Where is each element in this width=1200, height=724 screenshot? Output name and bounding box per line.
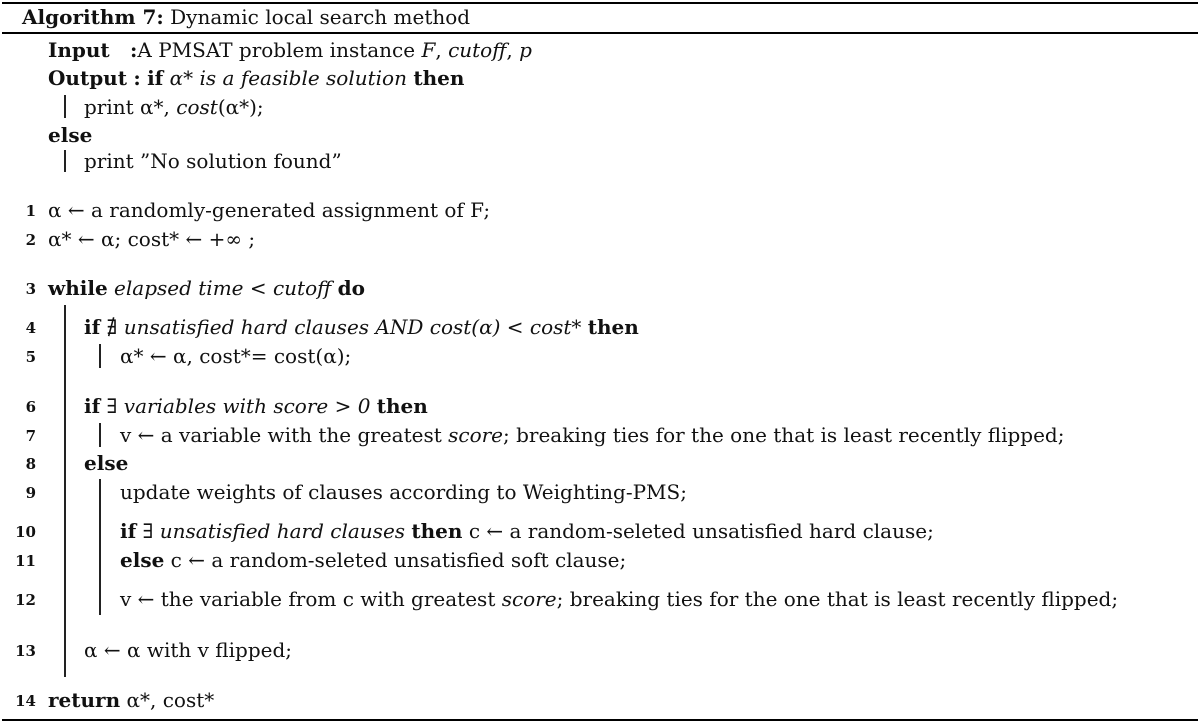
input-cutoff: cutoff — [448, 38, 507, 62]
input-F: F — [421, 38, 436, 62]
input-comma-1: , — [435, 38, 449, 62]
step-10-post: c ← a random-seleted unsatisfied hard clause; — [468, 519, 934, 543]
caption-rule — [2, 32, 1198, 34]
if-condition-4: ∄ unsatisfied hard clauses AND cost(α) < cost* — [106, 315, 582, 339]
input-p: p — [519, 38, 532, 62]
line-number-3: 3 — [25, 280, 36, 298]
output-else-keyword: else — [48, 123, 93, 147]
if-keyword-6: if — [84, 394, 101, 418]
input-label: Input — [48, 38, 110, 62]
then-keyword-6: then — [376, 394, 428, 418]
step-11 — [120, 548, 626, 572]
algorithm-caption — [22, 5, 470, 29]
line-number-1: 1 — [25, 202, 36, 220]
step-11-post: c ← a random-seleted unsatisfied soft clause; — [170, 548, 627, 572]
else-8-body-bar — [99, 479, 101, 615]
line-number-2: 2 — [25, 231, 36, 249]
line-number-14: 14 — [15, 692, 36, 710]
output-label: Output — [48, 66, 127, 90]
print-solution-text: print α*, — [84, 95, 177, 119]
line-number-10: 10 — [15, 523, 36, 541]
then-keyword-10: then — [411, 519, 463, 543]
step-2-text: α* ← α; cost* ← +∞ ; — [48, 227, 256, 251]
output-if-keyword: if — [147, 66, 164, 90]
step-12-score: score — [501, 587, 557, 611]
step-7-pre: v ← a variable with the greatest — [120, 423, 449, 447]
input-text: A PMSAT problem instance — [137, 38, 422, 62]
step-7-score: score — [448, 423, 504, 447]
print-solution-line — [84, 95, 264, 119]
if-6-body-bar — [99, 423, 101, 447]
step-8 — [84, 451, 128, 475]
line-number-8: 8 — [25, 455, 36, 473]
input-line — [48, 38, 532, 62]
input-comma-2: , — [506, 38, 520, 62]
print-args: (α*); — [217, 95, 264, 119]
step-9 — [120, 480, 687, 504]
step-1-text: α ← a randomly-generated assignment of F; — [48, 198, 491, 222]
step-12 — [120, 587, 1118, 611]
step-12-pre: v ← the variable from c with greatest — [120, 587, 502, 611]
line-number-4: 4 — [25, 319, 36, 337]
algorithm-label: Algorithm 7: — [22, 5, 164, 29]
line-number-12: 12 — [15, 591, 36, 609]
line-number-7: 7 — [25, 427, 36, 445]
line-number-11: 11 — [15, 552, 36, 570]
step-13 — [84, 638, 292, 662]
step-10 — [120, 519, 934, 543]
input-sep: : — [130, 38, 138, 62]
output-condition: is a feasible solution — [193, 66, 414, 90]
if-keyword-4: if — [84, 315, 101, 339]
line-number-5: 5 — [25, 348, 36, 366]
while-body-bar — [64, 305, 66, 677]
bottom-rule — [2, 719, 1198, 721]
do-keyword: do — [337, 276, 365, 300]
if-condition-6: ∃ variables with score > 0 — [106, 394, 371, 418]
else-keyword-8: else — [84, 451, 129, 475]
step-9-text: update weights of clauses according to Weighting-PMS; — [120, 480, 687, 504]
output-line — [48, 66, 464, 90]
step-6 — [84, 394, 428, 418]
step-3 — [48, 276, 365, 300]
step-12-post: ; breaking ties for the one that is least recently flipped; — [556, 587, 1119, 611]
print-no-solution-text: print ”No solution found” — [84, 149, 342, 173]
if-condition-10: ∃ unsatisfied hard clauses — [142, 519, 406, 543]
while-keyword: while — [48, 276, 108, 300]
line-number-9: 9 — [25, 484, 36, 502]
step-5-text: α* ← α, cost*= cost(α); — [120, 344, 352, 368]
step-13-text: α ← α with v flipped; — [84, 638, 293, 662]
step-4 — [84, 315, 639, 339]
step-7 — [120, 423, 1064, 447]
else-keyword-11: else — [120, 548, 165, 572]
step-2 — [48, 227, 255, 251]
output-then-bar — [64, 95, 66, 118]
if-keyword-10: if — [120, 519, 137, 543]
while-condition: elapsed time < cutoff — [114, 276, 332, 300]
print-cost: cost — [176, 95, 218, 119]
step-1 — [48, 198, 490, 222]
step-5 — [120, 344, 351, 368]
top-rule — [2, 2, 1198, 4]
return-keyword: return — [48, 688, 121, 712]
line-number-13: 13 — [15, 642, 36, 660]
output-else-line — [48, 123, 92, 147]
step-14 — [48, 688, 214, 712]
print-no-solution-line — [84, 149, 342, 173]
step-14-text: α*, cost* — [126, 688, 215, 712]
output-sep: : — [133, 66, 141, 90]
step-7-post: ; breaking ties for the one that is least recently flipped; — [503, 423, 1065, 447]
output-else-bar — [64, 150, 66, 172]
line-number-6: 6 — [25, 398, 36, 416]
if-4-body-bar — [99, 344, 101, 368]
output-alpha: α* — [169, 66, 194, 90]
output-then-keyword: then — [413, 66, 465, 90]
algorithm-title: Dynamic local search method — [170, 5, 471, 29]
then-keyword-4: then — [587, 315, 639, 339]
